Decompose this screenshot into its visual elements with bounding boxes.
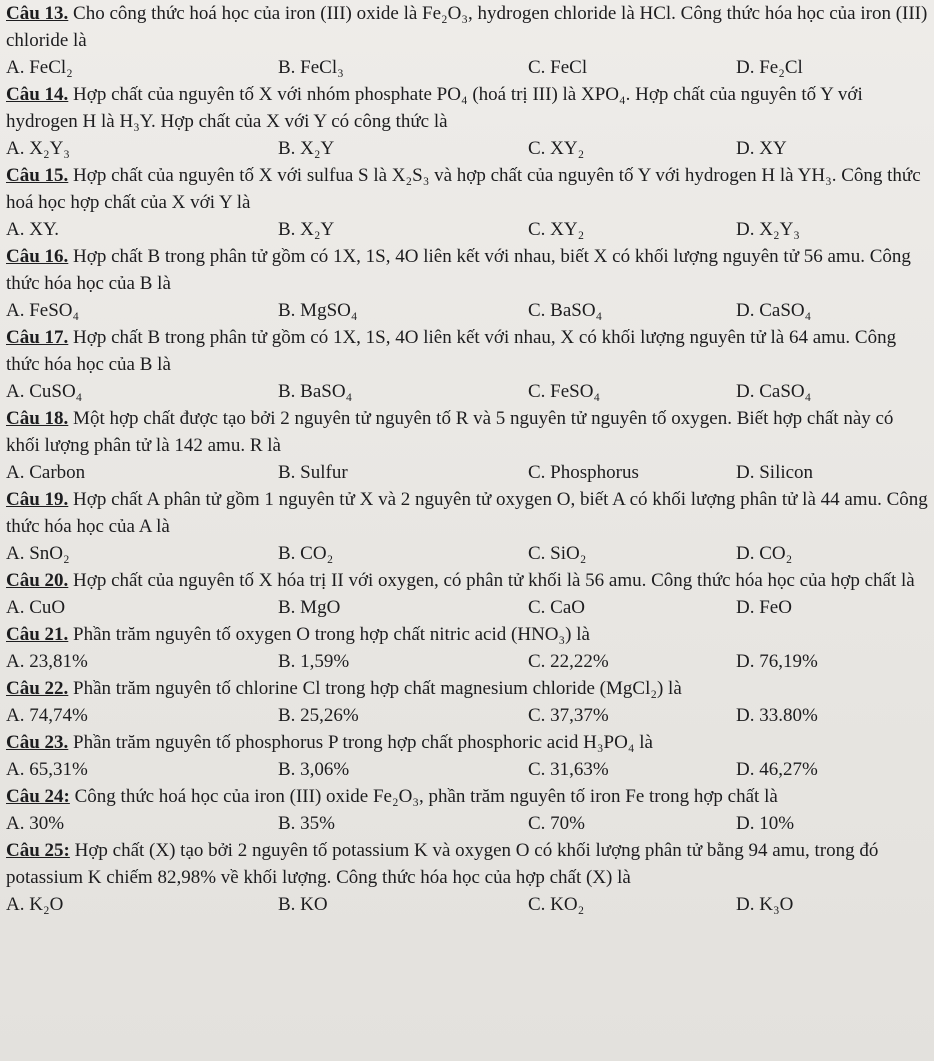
question-stem: Cho công thức hoá học của iron (III) oxide là Fe₂O₃, hydrogen chloride là HCl. Công thức hóa học của iron (III) chloride là — [6, 3, 928, 51]
answer-options — [6, 756, 928, 783]
question-label: Câu 17. — [6, 327, 69, 348]
option-a: A. SnO₂ — [6, 543, 70, 564]
option-d: D. 76,19% — [736, 651, 818, 672]
question-stem: Hợp chất B trong phân tử gồm có 1X, 1S, 4O liên kết với nhau, biết X có khối lượng nguyên tử 56 amu. Công thức hóa học của B là — [6, 246, 911, 294]
option-d: D. Fe₂Cl — [736, 57, 803, 78]
question-label: Câu 18. — [6, 408, 69, 429]
question-stem: Công thức hoá học của iron (III) oxide Fe₂O₃, phần trăm nguyên tố iron Fe trong hợp chất là — [69, 786, 778, 807]
question-23 — [6, 729, 928, 783]
question-14 — [6, 81, 928, 162]
option-a: A. 23,81% — [6, 651, 88, 672]
option-c: C. XY₂ — [528, 219, 585, 240]
question-stem: Phần trăm nguyên tố oxygen O trong hợp chất nitric acid (HNO₃) là — [68, 624, 590, 645]
option-c: C. Phosphorus — [528, 462, 639, 483]
question-stem: Phần trăm nguyên tố phosphorus P trong hợp chất phosphoric acid H₃PO₄ là — [68, 732, 653, 753]
option-b: B. X₂Y — [278, 219, 335, 240]
option-c: C. 37,37% — [528, 705, 609, 726]
option-d: D. CaSO₄ — [736, 300, 812, 321]
question-label: Câu 21. — [6, 624, 69, 645]
option-c: C. KO₂ — [528, 894, 585, 915]
option-a: A. CuO — [6, 597, 66, 618]
option-c: C. FeSO₄ — [528, 381, 601, 402]
option-a: A. K₂O — [6, 894, 64, 915]
option-b: B. 1,59% — [278, 651, 350, 672]
question-label: Câu 20. — [6, 570, 69, 591]
option-d: D. 10% — [736, 813, 795, 834]
question-stem: Hợp chất của nguyên tố X với sulfua S là X₂S₃ và hợp chất của nguyên tố Y với hydrogen H là YH₃. Công thức hoá học hợp chất của X với Y là — [6, 165, 921, 213]
option-b: B. MgO — [278, 597, 341, 618]
option-c: C. SiO₂ — [528, 543, 587, 564]
option-d: D. 33.80% — [736, 705, 818, 726]
option-b: B. MgSO₄ — [278, 300, 358, 321]
answer-options — [6, 378, 928, 405]
answer-options — [6, 594, 928, 621]
option-b: B. 3,06% — [278, 759, 350, 780]
question-stem: Hợp chất (X) tạo bởi 2 nguyên tố potassium K và oxygen O có khối lượng phân tử bằng 94 amu, trong đó potassium K chiếm 82,98% về khối lượng. Công thức hóa học của hợp chất (X) là — [6, 840, 879, 888]
answer-options — [6, 891, 928, 918]
question-22 — [6, 675, 928, 729]
answer-options — [6, 810, 928, 837]
option-a: A. FeCl₂ — [6, 57, 73, 78]
answer-options — [6, 648, 928, 675]
question-label: Câu 14. — [6, 84, 69, 105]
question-stem: Một hợp chất được tạo bởi 2 nguyên tử nguyên tố R và 5 nguyên tử nguyên tố oxygen. Biết hợp chất này có khối lượng phân tử là 142 amu. R là — [6, 408, 894, 456]
question-19 — [6, 486, 928, 567]
question-stem: Phần trăm nguyên tố chlorine Cl trong hợp chất magnesium chloride (MgCl₂) là — [68, 678, 682, 699]
answer-options — [6, 54, 928, 81]
question-15 — [6, 162, 928, 243]
question-13 — [6, 0, 928, 81]
option-b: B. 35% — [278, 813, 335, 834]
question-20 — [6, 567, 928, 621]
question-stem: Hợp chất A phân tử gồm 1 nguyên tử X và 2 nguyên tử oxygen O, biết A có khối lượng phân tử là 44 amu. Công thức hóa học của A là — [6, 489, 928, 537]
question-24 — [6, 783, 928, 837]
option-d: D. X₂Y₃ — [736, 219, 800, 240]
option-d: D. CaSO₄ — [736, 381, 812, 402]
option-c: C. 22,22% — [528, 651, 609, 672]
option-c: C. BaSO₄ — [528, 300, 603, 321]
option-b: B. X₂Y — [278, 138, 335, 159]
option-a: A. Carbon — [6, 462, 86, 483]
option-c: C. 31,63% — [528, 759, 609, 780]
question-label: Câu 22. — [6, 678, 69, 699]
answer-options — [6, 135, 928, 162]
question-label: Câu 16. — [6, 246, 69, 267]
question-label: Câu 19. — [6, 489, 69, 510]
answer-options — [6, 459, 928, 486]
question-label: Câu 24: — [6, 786, 70, 807]
option-b: B. KO — [278, 894, 328, 915]
answer-options — [6, 540, 928, 567]
option-a: A. X₂Y₃ — [6, 138, 70, 159]
answer-options — [6, 297, 928, 324]
option-c: C. 70% — [528, 813, 585, 834]
question-21 — [6, 621, 928, 675]
option-b: B. BaSO₄ — [278, 381, 353, 402]
question-stem: Hợp chất của nguyên tố X với nhóm phosphate PO₄ (hoá trị III) là XPO₄. Hợp chất của nguyên tố Y với hydrogen H là H₃Y. Hợp chất của X với Y có công thức là — [6, 84, 863, 132]
question-stem: Hợp chất B trong phân tử gồm có 1X, 1S, 4O liên kết với nhau, X có khối lượng nguyên tử là 64 amu. Công thức hóa học của B là — [6, 327, 897, 375]
option-b: B. Sulfur — [278, 462, 348, 483]
option-a: A. CuSO₄ — [6, 381, 83, 402]
answer-options — [6, 702, 928, 729]
option-a: A. XY. — [6, 219, 59, 240]
option-c: C. CaO — [528, 597, 585, 618]
question-label: Câu 23. — [6, 732, 69, 753]
option-d: D. FeO — [736, 597, 792, 618]
option-d: D. Silicon — [736, 462, 814, 483]
question-16 — [6, 243, 928, 324]
answer-options — [6, 216, 928, 243]
question-label: Câu 25: — [6, 840, 70, 861]
option-a: A. 30% — [6, 813, 65, 834]
option-b: B. CO₂ — [278, 543, 334, 564]
question-25 — [6, 837, 928, 918]
question-18 — [6, 405, 928, 486]
option-d: D. 46,27% — [736, 759, 818, 780]
question-stem: Hợp chất của nguyên tố X hóa trị II với oxygen, có phân tử khối là 56 amu. Công thức hóa học của hợp chất là — [68, 570, 915, 591]
option-a: A. 65,31% — [6, 759, 88, 780]
option-b: B. 25,26% — [278, 705, 359, 726]
question-label: Câu 13. — [6, 3, 69, 24]
option-a: A. FeSO₄ — [6, 300, 80, 321]
question-17 — [6, 324, 928, 405]
option-c: C. XY₂ — [528, 138, 585, 159]
option-a: A. 74,74% — [6, 705, 88, 726]
option-d: D. CO₂ — [736, 543, 793, 564]
option-c: C. FeCl — [528, 57, 588, 78]
option-b: B. FeCl₃ — [278, 57, 344, 78]
question-label: Câu 15. — [6, 165, 69, 186]
option-d: D. XY — [736, 138, 787, 159]
option-d: D. K₃O — [736, 894, 794, 915]
